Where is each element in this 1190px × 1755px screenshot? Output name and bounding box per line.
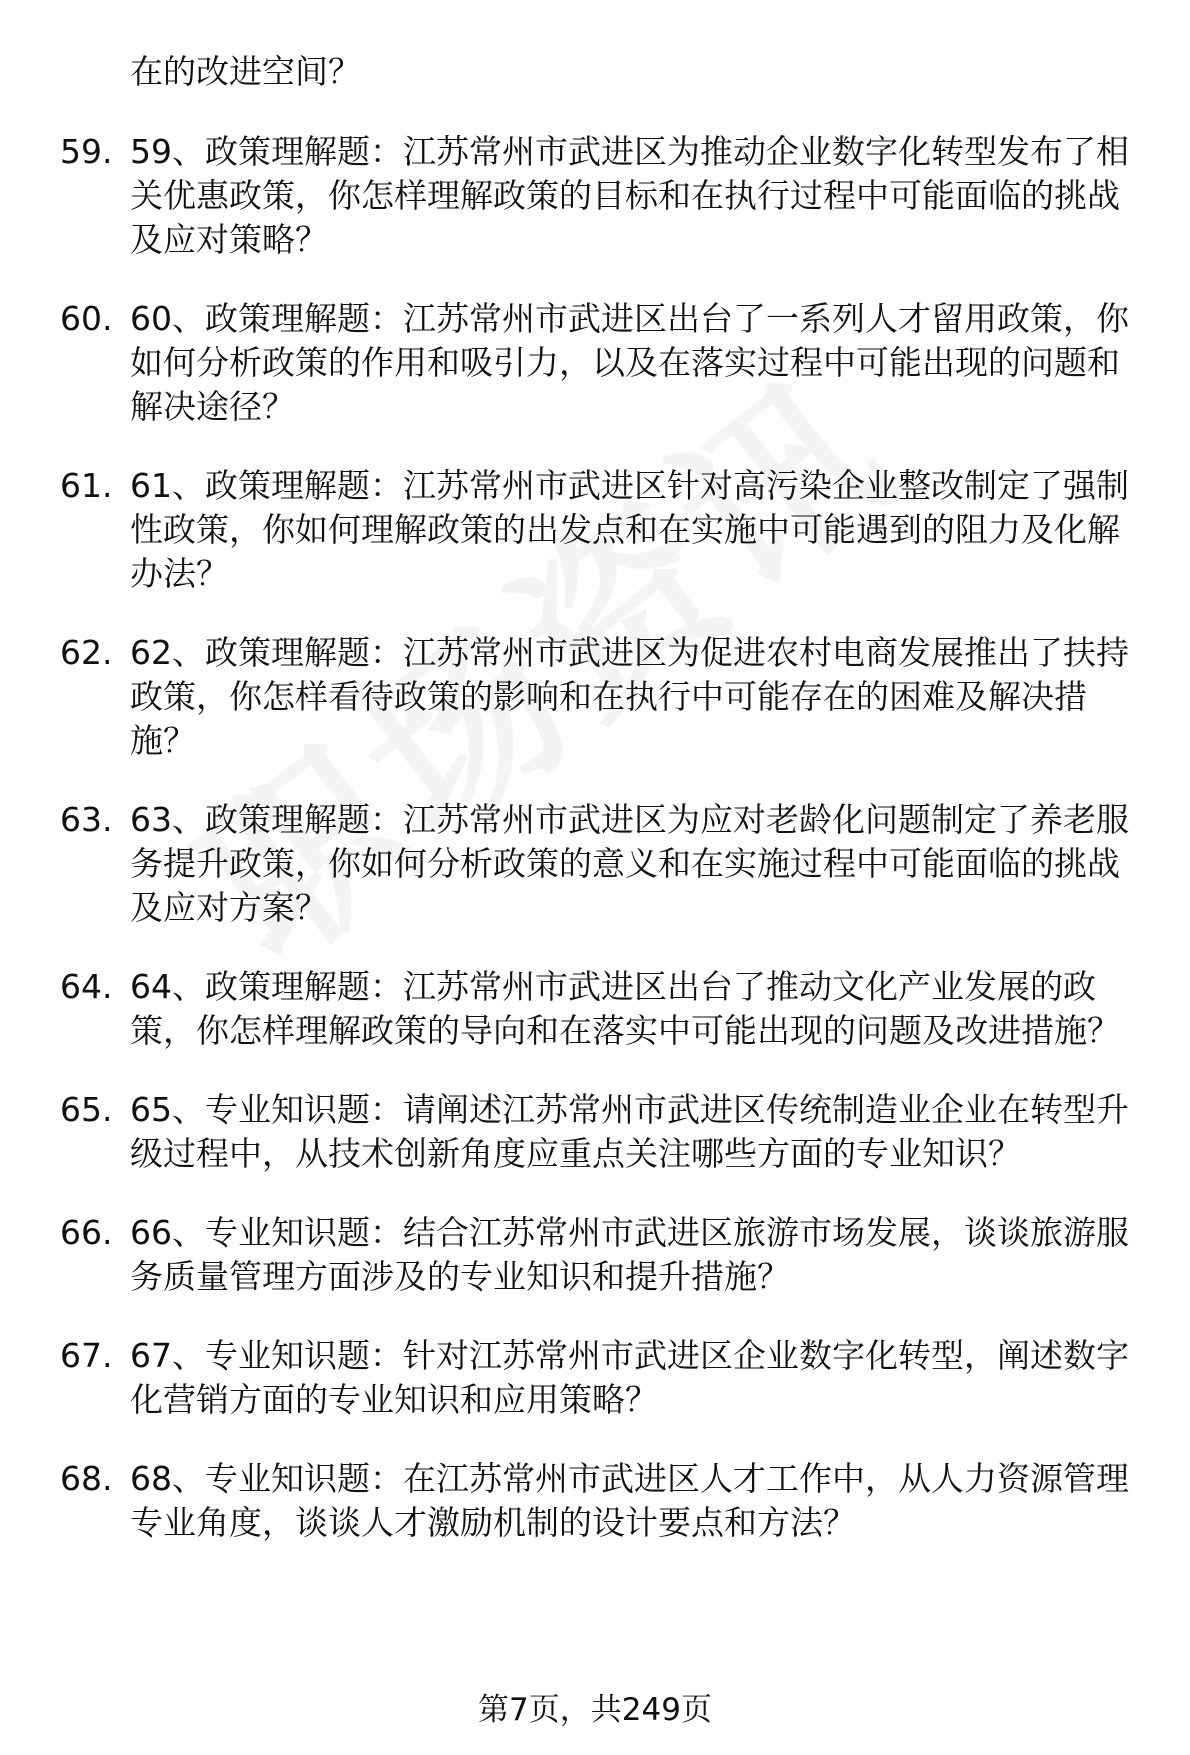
question-number: 66.: [60, 1213, 113, 1252]
question-text: 64、政策理解题：江苏常州市武进区出台了推动文化产业发展的政策，你怎样理解政策的导向和在落实中可能出现的问题及改进措施？: [130, 967, 1120, 1050]
list-item: [0, 130, 1190, 262]
question-number: 61.: [60, 466, 113, 505]
list-item: [0, 965, 1190, 1053]
list-item: [0, 1211, 1190, 1299]
page-footer: 第7页，共249页: [478, 1692, 712, 1728]
list-item: [0, 798, 1190, 930]
list-item: [0, 631, 1190, 763]
question-number: 64.: [60, 967, 113, 1006]
list-item: [0, 297, 1190, 429]
list-item: [0, 464, 1190, 596]
question-number: 63.: [60, 800, 113, 839]
question-text: 61、政策理解题：江苏常州市武进区针对高污染企业整改制定了强制性政策，你如何理解政策的出发点和在实施中可能遇到的阻力及化解办法？: [130, 466, 1129, 593]
question-number: 60.: [60, 299, 113, 338]
question-number: 67.: [60, 1336, 113, 1375]
question-number: 62.: [60, 633, 113, 672]
question-list: [0, 130, 1190, 1580]
list-item: [0, 1088, 1190, 1176]
continuation-text: 在的改进空间？: [130, 52, 361, 91]
question-number: 68.: [60, 1459, 113, 1498]
question-number: 59.: [60, 132, 113, 171]
question-text: 60、政策理解题：江苏常州市武进区出台了一系列人才留用政策，你如何分析政策的作用和吸引力，以及在落实过程中可能出现的问题和解决途径？: [130, 299, 1129, 426]
question-text: 66、专业知识题：结合江苏常州市武进区旅游市场发展，谈谈旅游服务质量管理方面涉及的专业知识和提升措施？: [130, 1213, 1129, 1296]
question-number: 65.: [60, 1090, 113, 1129]
list-item: [0, 1334, 1190, 1422]
question-text: 59、政策理解题：江苏常州市武进区为推动企业数字化转型发布了相关优惠政策，你怎样理解政策的目标和在执行过程中可能面临的挑战及应对策略？: [130, 132, 1129, 259]
question-text: 62、政策理解题：江苏常州市武进区为促进农村电商发展推出了扶持政策，你怎样看待政策的影响和在执行中可能存在的困难及解决措施？: [130, 633, 1129, 760]
question-text: 68、专业知识题：在江苏常州市武进区人才工作中，从人力资源管理专业角度，谈谈人才激励机制的设计要点和方法？: [130, 1459, 1129, 1542]
question-text: 65、专业知识题：请阐述江苏常州市武进区传统制造业企业在转型升级过程中，从技术创新角度应重点关注哪些方面的专业知识？: [130, 1090, 1129, 1173]
question-text: 63、政策理解题：江苏常州市武进区为应对老龄化问题制定了养老服务提升政策，你如何分析政策的意义和在实施过程中可能面临的挑战及应对方案？: [130, 800, 1129, 927]
list-item: [0, 1457, 1190, 1545]
question-text: 67、专业知识题：针对江苏常州市武进区企业数字化转型，阐述数字化营销方面的专业知识和应用策略？: [130, 1336, 1129, 1419]
